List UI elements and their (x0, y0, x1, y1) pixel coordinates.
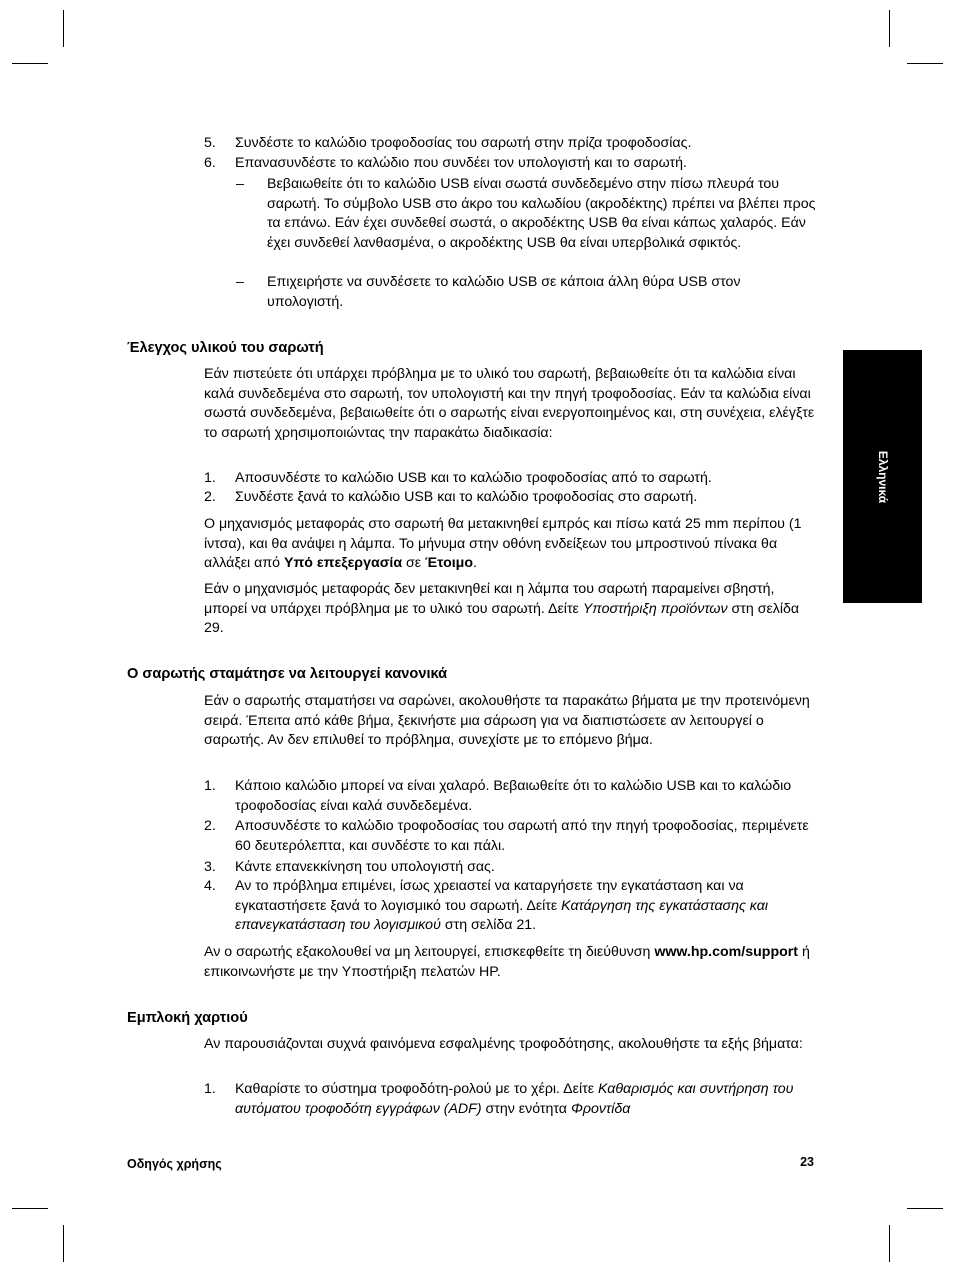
cross-reference[interactable]: Φροντίδα (570, 1100, 631, 1117)
text-run: Εάν ο μηχανισμός μεταφοράς δεν μετακινηθεί και η λάμπα του σαρωτή παραμείνει σβηστή, μπορεί να υπάρχει πρόβλημα με το υλικό του σαρωτή. Δείτε (204, 581, 775, 617)
crop-mark (907, 1208, 943, 1209)
list-text: Κάντε επανεκκίνηση του υπολογιστή σας. (235, 859, 495, 875)
paragraph (204, 943, 816, 982)
paragraph: Εάν πιστεύετε ότι υπάρχει πρόβλημα με το υλικό του σαρωτή, βεβαιωθείτε ότι τα καλώδια είναι καλά συνδεδεμένα στο σαρωτή, τον υπολογιστή και την πηγή τροφοδοσίας. Εάν τα καλώδια είναι σωστά συνδεδεμένα, βεβαιωθείτε ότι ο σαρωτής είναι ενεργοποιημένος και, στη συνέχεια, ελέγξτε το σαρωτή χρησιμοποιώντας την παρακάτω διαδικασία: (204, 366, 815, 441)
text-run: στη σελίδα 21. (440, 917, 537, 934)
crop-mark (63, 1225, 64, 1262)
list-text: Βεβαιωθείτε ότι το καλώδιο USB είναι σωστά συνδεδεμένο στην πίσω πλευρά του σαρωτή. Το σύμβολο USB στο άκρο του καλωδίου (ακροδέκτης) πρέπει να βλέπει προς τα επάνω. Εάν έχει συνδεθεί σωστά, ο ακροδέκτης USB θα είναι κάπως χαλαρός. Εάν έχει συνδεθεί λανθασμένα, ο ακροδέκτης USB θα είναι υπερβολικά σφικτός. (267, 176, 816, 251)
paragraph: Αν παρουσιάζονται συχνά φαινόμενα εσφαλμένης τροφοδότησης, ακολουθήστε τα εξής βήματα: (204, 1036, 803, 1052)
list-text (235, 1080, 815, 1119)
list-number: 2. (204, 489, 216, 505)
page-number: 23 (800, 1155, 814, 1169)
side-tab-label: Ελληνικά (875, 450, 890, 503)
text-run: στην ενότητα (481, 1100, 571, 1117)
crop-mark (889, 10, 890, 47)
text-run: Ο μηχανισμός μεταφοράς στο σαρωτή θα μετακινηθεί εμπρός και πίσω κατά 25 mm περίπου (1 ίντσα), και θα ανάψει η λάμπα. Το μήνυμα στην οθόνη ενδείξεων του μπροστινού πίνακα θα αλλάξει από (204, 516, 802, 572)
list-text: Αποσυνδέστε το καλώδιο USB και το καλώδιο τροφοδοσίας από το σαρωτή. (235, 470, 712, 486)
text-run: Αν το πρόβλημα επιμένει, ίσως χρειαστεί να καταργήσετε την εγκατάσταση και να εγκαταστήσετε ξανά το λογισμικό του σαρωτή. Δείτε (235, 878, 744, 914)
footer-title: Οδηγός χρήσης (127, 1157, 222, 1171)
list-text: Συνδέστε ξανά το καλώδιο USB και το καλώδιο τροφοδοσίας στο σαρωτή. (235, 489, 698, 505)
crop-mark (12, 63, 48, 64)
dash-bullet: – (236, 176, 244, 192)
text-run: . (473, 555, 477, 572)
list-number: 1. (204, 778, 216, 794)
language-side-tab (843, 350, 922, 603)
cross-reference[interactable]: Κατάργηση της εγκατάστασης και επανεγκατάσταση του λογισμικού (235, 897, 768, 934)
list-number: 1. (204, 470, 216, 486)
dash-bullet: – (236, 274, 244, 290)
section-heading: Έλεγχος υλικού του σαρωτή (127, 340, 324, 356)
list-number: 1. (204, 1081, 216, 1097)
list-number: 5. (204, 135, 216, 151)
crop-mark (12, 1208, 48, 1209)
list-number: 3. (204, 859, 216, 875)
list-text (235, 877, 815, 936)
text-run: ή επικοινωνήστε με την Υποστήριξη πελατών HP. (204, 944, 810, 980)
support-link[interactable] (654, 944, 798, 960)
crop-mark (63, 10, 64, 47)
section-heading: Εμπλοκή χαρτιού (127, 1010, 248, 1026)
paragraph (204, 580, 816, 639)
paragraph: Εάν ο σαρωτής σταματήσει να σαρώνει, ακολουθήστε τα παρακάτω βήματα με την προτεινόμενη σειρά. Έπειτα από κάθε βήμα, ξεκινήστε μια σάρωση για να διαπιστώσετε αν λειτουργεί ο σαρωτής. Αν δεν επιλυθεί το πρόβλημα, συνεχίστε με το επόμενο βήμα. (204, 693, 810, 749)
cross-reference[interactable]: Υποστήριξη προϊόντων (582, 600, 728, 617)
cross-reference[interactable]: Καθαρισμός και συντήρηση του αυτόματου τροφοδότη εγγράφων (ADF) (235, 1081, 794, 1117)
link-part: www.hp.com/ (654, 944, 746, 960)
list-number: 2. (204, 818, 216, 834)
list-text: Επιχειρήστε να συνδέσετε το καλώδιο USB σε κάποια άλλη θύρα USB στον υπολογιστή. (267, 274, 741, 310)
list-text: Αποσυνδέστε το καλώδιο τροφοδοσίας του σαρωτή από την πηγή τροφοδοσίας, περιμένετε 60 δευτερόλεπτα, και συνδέστε το και πάλι. (235, 818, 809, 854)
crop-mark (889, 1225, 890, 1262)
link-part: support (745, 944, 799, 960)
bold-text: Έτοιμο (425, 555, 474, 572)
text-run: σε (402, 555, 426, 572)
list-text: Επανασυνδέστε το καλώδιο που συνδέει τον υπολογιστή και το σαρωτή. (235, 155, 687, 171)
bold-text: Υπό επεξεργασία (283, 555, 403, 572)
text-run: Καθαρίστε το σύστημα τροφοδότη-ρολού με το χέρι. Δείτε (235, 1081, 598, 1097)
section-heading: Ο σαρωτής σταμάτησε να λειτουργεί κανονικά (127, 666, 448, 682)
text-run: στη σελίδα 29. (204, 600, 800, 637)
list-text: Κάποιο καλώδιο μπορεί να είναι χαλαρό. Βεβαιωθείτε ότι το καλώδιο USB και το καλώδιο τροφοδοσίας είναι καλά συνδεδεμένα. (235, 778, 792, 814)
crop-mark (907, 63, 943, 64)
list-text: Συνδέστε το καλώδιο τροφοδοσίας του σαρωτή στην πρίζα τροφοδοσίας. (235, 135, 692, 151)
list-number: 6. (204, 155, 216, 171)
text-run: Αν ο σαρωτής εξακολουθεί να μη λειτουργεί, επισκεφθείτε τη διεύθυνση (204, 944, 655, 960)
list-number: 4. (204, 878, 216, 894)
paragraph (204, 515, 816, 574)
